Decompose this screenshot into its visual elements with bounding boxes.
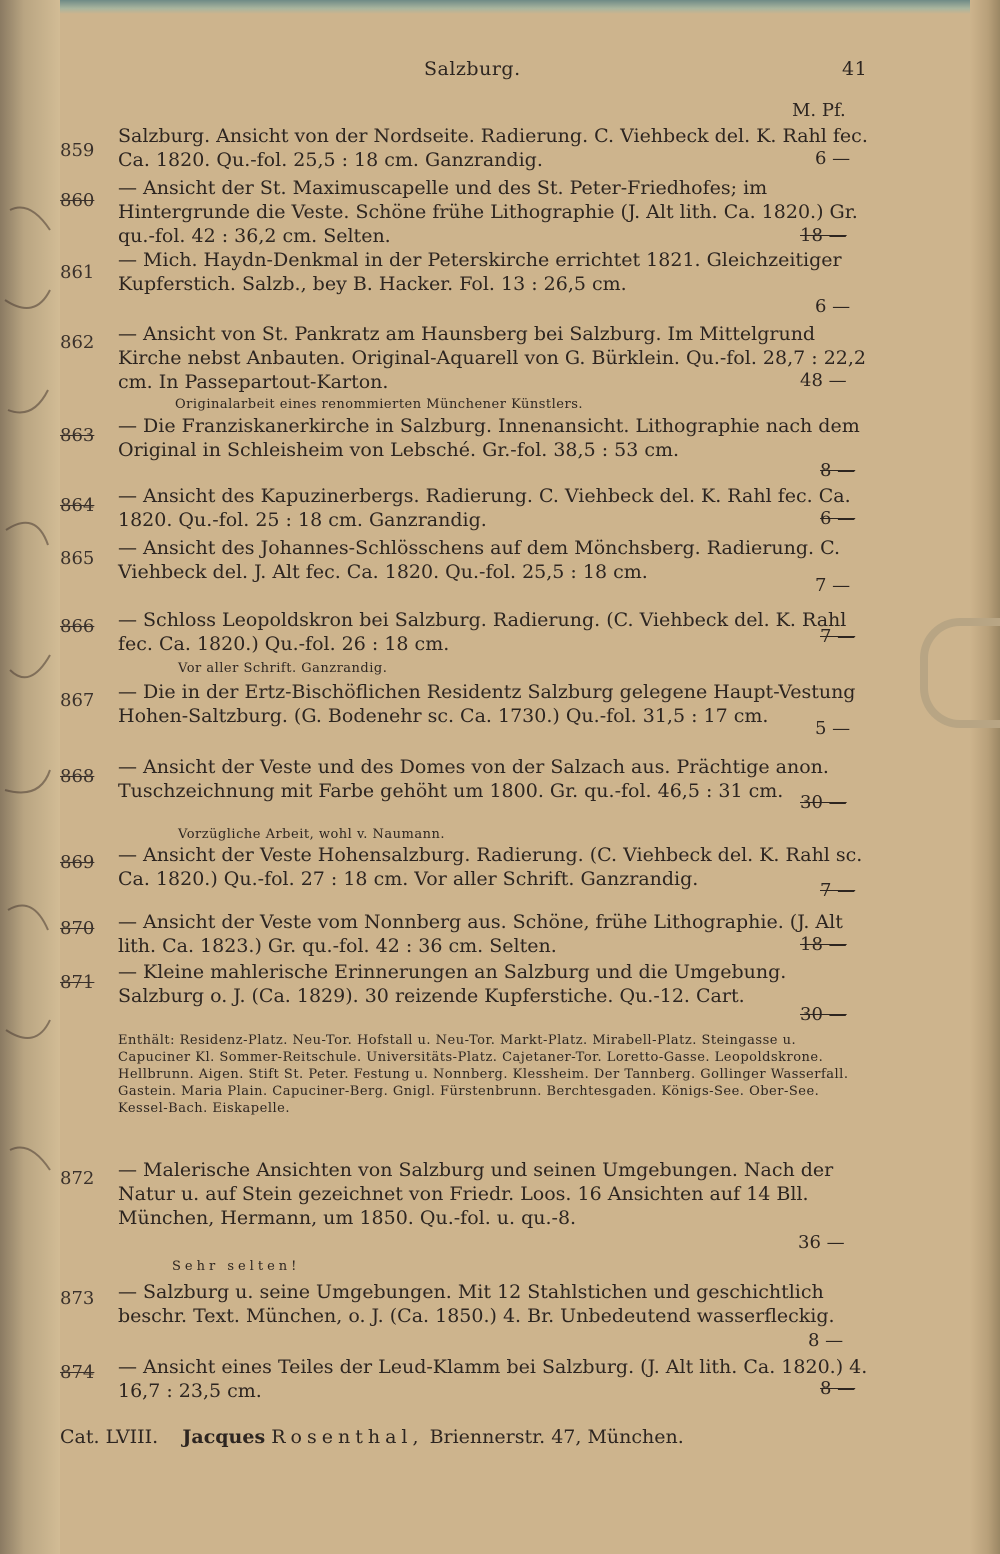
page-title: Salzburg. — [424, 58, 521, 80]
entry-text: — Ansicht von St. Pankratz am Haunsberg bei Salzburg. Im Mittelgrund Kirche nebst Anbauten. Original-Aquarell von G. Bürklein. Qu.-fol. 28,7 : 22,2 cm. In Passepartout-Karton. — [118, 323, 866, 393]
entry-text: — Die Franziskanerkirche in Salzburg. Innenansicht. Lithographie nach dem Original in Schleisheim von Lebsché. Gr.-fol. 38,5 : 53 cm. — [118, 415, 860, 461]
entry-text: — Ansicht des Johannes-Schlösschens auf dem Mönchsberg. Radierung. C. Viehbeck del. J. Alt fec. Ca. 1820. Qu.-fol. 25,5 : 18 cm. — [118, 537, 840, 583]
entry-price: 7 — — [815, 575, 851, 596]
entry-number: 867 — [60, 690, 95, 711]
entry-number: 870 — [60, 918, 95, 939]
entry-text: — Kleine mahlerische Erinnerungen an Salzburg und die Umgebung. Salzburg o. J. (Ca. 1829). 30 reizende Kupferstiche. Qu.-12. Cart. — [118, 961, 787, 1007]
entry-price: 6 — — [815, 296, 851, 317]
entry-number: 862 — [60, 332, 95, 353]
entry-price: 30 — — [800, 792, 847, 813]
entry-number: 872 — [60, 1168, 95, 1189]
entry-text: — Malerische Ansichten von Salzburg und seinen Umgebungen. Nach der Natur u. auf Stein gezeichnet von Friedr. Loos. 16 Ansichten auf 14 Bll. München, Hermann, um 1850. Qu.-fol. u. qu.-8. — [118, 1159, 834, 1229]
entry-text: — Die in der Ertz-Bischöflichen Residentz Salzburg gelegene Haupt-Vestung Hohen-Saltzburg. (G. Bodenehr sc. Ca. 1730.) Qu.-fol. 31,5 : 17 cm. — [118, 681, 856, 727]
entry-price: 7 — — [820, 626, 856, 647]
entry-price: 36 — — [798, 1232, 845, 1253]
publisher-last-name: Rosenthal, — [271, 1426, 424, 1448]
entry-number: 873 — [60, 1288, 95, 1309]
entry-price: 18 — — [800, 934, 847, 955]
entry-number: 861 — [60, 262, 95, 283]
entry-text: — Ansicht der Veste Hohensalzburg. Radierung. (C. Viehbeck del. K. Rahl sc. Ca. 1820.) Qu.-fol. 27 : 18 cm. Vor aller Schrift. Ganzrandig. — [118, 844, 863, 890]
entry-price: 8 — — [820, 460, 856, 481]
entry-price: 48 — — [800, 370, 847, 391]
entry-price: 8 — — [820, 1378, 856, 1399]
entry-price: 30 — — [800, 1004, 847, 1025]
entry-number: 863 — [60, 425, 95, 446]
entry-note: Vor aller Schrift. Ganzrandig. — [178, 661, 388, 676]
entry-number: 859 — [60, 140, 95, 161]
entry-text: — Salzburg u. seine Umgebungen. Mit 12 Stahlstichen und geschichtlich beschr. Text. München, o. J. (Ca. 1850.) 4. Br. Unbedeutend wasserfleckig. — [118, 1281, 835, 1327]
entry-number: 866 — [60, 616, 95, 637]
entry-text: — Ansicht des Kapuzinerbergs. Radierung. C. Viehbeck del. K. Rahl fec. Ca. 1820. Qu.-fol. 25 : 18 cm. Ganzrandig. — [118, 485, 851, 531]
entry-text: — Ansicht der Veste vom Nonnberg aus. Schöne, frühe Lithographie. (J. Alt lith. Ca. 1823.) Gr. qu.-fol. 42 : 36 cm. Selten. — [118, 911, 843, 957]
entry-number: 871 — [60, 972, 95, 993]
entry-number: 869 — [60, 852, 95, 873]
entry-number: 874 — [60, 1362, 95, 1383]
entry-price: 6 — — [820, 508, 856, 529]
entry-text: Salzburg. Ansicht von der Nordseite. Radierung. C. Viehbeck del. K. Rahl fec. Ca. 1820. Qu.-fol. 25,5 : 18 cm. Ganzrandig. — [118, 125, 868, 171]
entry-note: Originalarbeit eines renommierten Münchener Künstlers. — [175, 397, 584, 412]
entry-number: 868 — [60, 766, 95, 787]
publisher-first-name: Jacques — [182, 1426, 266, 1448]
entry-price: 6 — — [815, 148, 851, 169]
page-number: 41 — [842, 58, 868, 80]
publisher-address: Briennerstr. 47, München. — [429, 1426, 684, 1448]
entry-price: 8 — — [808, 1330, 844, 1351]
entry-price: 7 — — [820, 880, 856, 901]
entry-text: — Mich. Haydn-Denkmal in der Peterskirche errichtet 1821. Gleichzeitiger Kupferstich. Salzb., bey B. Hacker. Fol. 13 : 26,5 cm. — [118, 249, 842, 295]
entry-price: 5 — — [815, 718, 851, 739]
margin-annotations-icon — [0, 150, 60, 1250]
entry-note: Sehr selten! — [172, 1259, 301, 1274]
entry-text: — Ansicht eines Teiles der Leud-Klamm bei Salzburg. (J. Alt lith. Ca. 1820.) 4. 16,7 : 23,5 cm. — [118, 1356, 868, 1402]
page-footer — [60, 1426, 860, 1448]
entry-text: — Ansicht der Veste und des Domes von der Salzach aus. Prächtige anon. Tuschzeichnung mit Farbe gehöht um 1800. Gr. qu.-fol. 46,5 : 31 cm. — [118, 756, 829, 802]
entry-price: 18 — — [800, 225, 847, 246]
entry-text: — Schloss Leopoldskron bei Salzburg. Radierung. (C. Viehbeck del. K. Rahl fec. Ca. 1820.) Qu.-fol. 26 : 18 cm. — [118, 609, 847, 655]
entry-number: 864 — [60, 495, 95, 516]
entry-number: 860 — [60, 190, 95, 211]
catalog-number: Cat. LVIII. — [60, 1426, 159, 1448]
entry-text: — Ansicht der St. Maximuscapelle und des St. Peter-Friedhofes; im Hintergrunde die Veste. Schöne frühe Lithographie (J. Alt lith. Ca. 1820.) Gr. qu.-fol. 42 : 36,2 cm. Selten. — [118, 177, 858, 247]
entry-note: Enthält: Residenz-Platz. Neu-Tor. Hofstall u. Neu-Tor. Markt-Platz. Mirabell-Platz. Steingasse u. Capuciner Kl. Sommer-Reitschule. Universitäts-Platz. Cajetaner-Tor. Loretto-Gasse. Leopoldskrone. Hellbrunn. Aigen. Stift St. Peter. Festung u. Nonnberg. Klessheim. Der Tannberg. Gollinger Wasserfall. Gastein. Maria Plain. Capuciner-Berg. Gnigl. Fürstenbrunn. Berchtesgaden. Königs-See. Ober-See. Kessel-Bach. Eiskapelle. — [118, 1033, 849, 1116]
entry-number: 865 — [60, 548, 95, 569]
currency-label: M. Pf. — [792, 100, 846, 121]
entry-note: Vorzügliche Arbeit, wohl v. Naumann. — [178, 827, 445, 842]
